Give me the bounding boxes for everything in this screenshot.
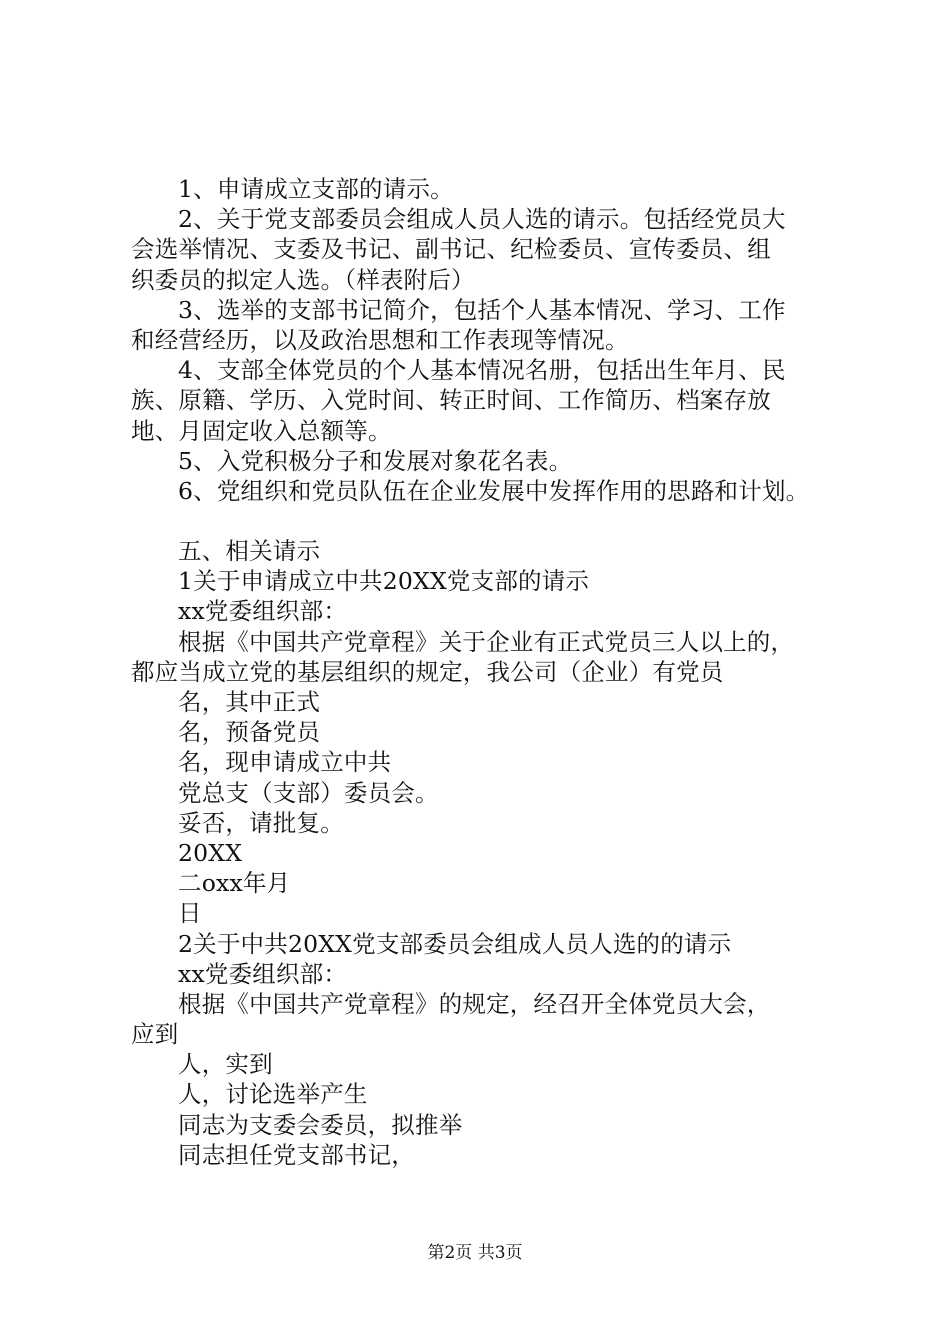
text-line: 地、月固定收入总额等。 bbox=[131, 416, 392, 445]
text-line: 5、入党积极分子和发展对象花名表。 bbox=[178, 446, 573, 475]
text-line: xx党委组织部： bbox=[178, 597, 348, 626]
text-line: 名，其中正式 bbox=[178, 688, 321, 716]
text-line: 人，实到 bbox=[178, 1050, 273, 1079]
requirements-list bbox=[131, 174, 843, 506]
text-line: 人，讨论选举产生 bbox=[178, 1080, 368, 1109]
text-line: 3、选举的支部书记简介，包括个人基本情况、学习、工作 bbox=[178, 295, 786, 324]
text-line: xx党委组织部： bbox=[178, 959, 348, 988]
text-line: 2关于中共20XX党支部委员会组成人员人选的的请示 bbox=[178, 929, 732, 958]
text-line: 二oxx年月 bbox=[178, 869, 291, 898]
section-gap bbox=[131, 506, 843, 536]
text-line: 根据《中国共产党章程》关于企业有正式党员三人以上的， bbox=[178, 627, 795, 656]
text-line: 织委员的拟定人选。（样表附后） bbox=[131, 265, 475, 294]
text-line: 1、申请成立支部的请示。 bbox=[178, 175, 454, 203]
text-line: 应到 bbox=[131, 1020, 179, 1049]
text-line: 4、支部全体党员的个人基本情况名册，包括出生年月、民 bbox=[178, 356, 786, 385]
text-line: 2、关于党支部委员会组成人员人选的请示。包括经党员大 bbox=[178, 205, 786, 234]
text-line: 都应当成立党的基层组织的规定，我公司（企业）有党员 bbox=[131, 657, 724, 686]
text-line: 五、相关请示 bbox=[178, 537, 321, 566]
text-line: 和经营经历，以及政治思想和工作表现等情况。 bbox=[131, 325, 629, 354]
page-footer: 第2页 共3页 bbox=[427, 1243, 523, 1263]
text-line: 妥否，请批复。 bbox=[178, 808, 344, 837]
text-line: 同志为支委会委员，拟推举 bbox=[178, 1110, 463, 1139]
text-line: 同志担任党支部书记， bbox=[178, 1140, 415, 1169]
text-line: 族、原籍、学历、入党时间、转正时间、工作简历、档案存放 bbox=[131, 386, 771, 415]
text-line: 党总支（支部）委员会。 bbox=[178, 778, 439, 807]
text-line: 6、党组织和党员队伍在企业发展中发挥作用的思路和计划。 bbox=[178, 476, 810, 505]
text-line: 20XX bbox=[178, 838, 243, 867]
text-line: 名，预备党员 bbox=[178, 718, 321, 747]
text-line: 名，现申请成立中共 bbox=[178, 748, 392, 777]
text-line: 日 bbox=[178, 899, 202, 928]
text-line: 根据《中国共产党章程》的规定，经召开全体党员大会， bbox=[178, 989, 771, 1018]
text-line: 1关于申请成立中共20XX党支部的请示 bbox=[178, 567, 590, 596]
related-requests-section bbox=[131, 536, 843, 1170]
text-line: 会选举情况、支委及书记、副书记、纪检委员、宣传委员、组 bbox=[131, 235, 771, 264]
document-body bbox=[131, 174, 843, 1170]
